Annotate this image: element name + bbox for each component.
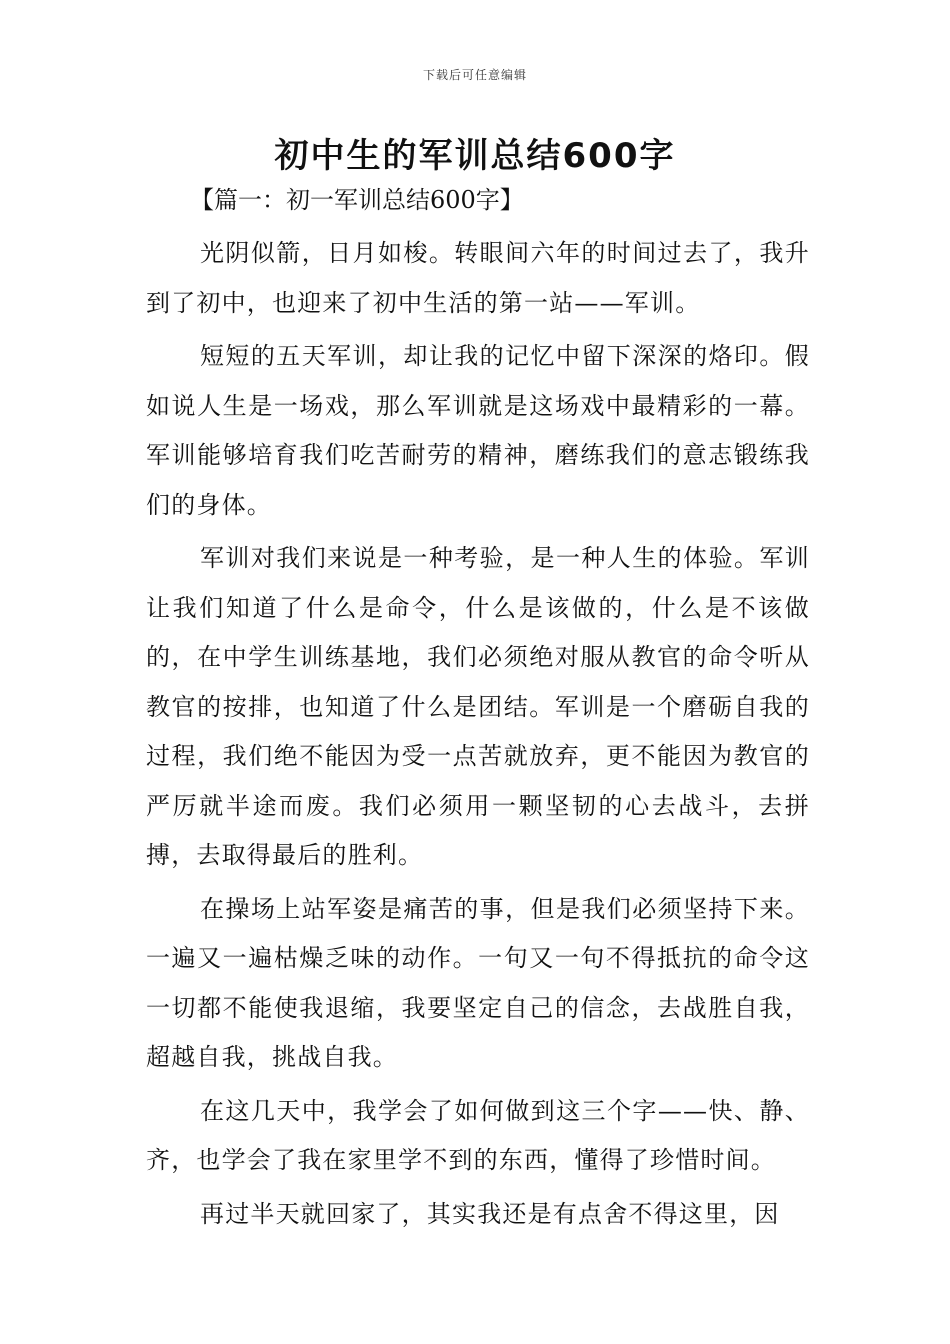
paragraph-6: 再过半天就回家了，其实我还是有点舍不得这里，因 [200, 1199, 780, 1228]
body-text [146, 229, 810, 1243]
page-title: 初中生的军训总结600字 [274, 136, 676, 176]
header-note: 下载后可任意编辑 [422, 68, 527, 82]
paragraph-1: 光阴似箭，日月如梭。转眼间六年的时间过去了，我升到了初中，也迎来了初中生活的第一站——军训。 [146, 239, 810, 317]
paragraph-2: 短短的五天军训，却让我的记忆中留下深深的烙印。假如说人生是一场戏，那么军训就是这场戏中最精彩的一幕。军训能够培育我们吃苦耐劳的精神，磨练我们的意志锻练我们的身体。 [146, 342, 810, 519]
paragraph-5: 在这几天中，我学会了如何做到这三个字——快、静、齐，也学会了我在家里学不到的东西，懂得了珍惜时间。 [146, 1096, 810, 1174]
paragraph-4: 在操场上站军姿是痛苦的事，但是我们必须坚持下来。一遍又一遍枯燥乏味的动作。一句又一句不得抵抗的命令这一切都不能使我退缩，我要坚定自己的信念，去战胜自我，超越自我，挑战自我。 [146, 894, 810, 1071]
paragraph-3: 军训对我们来说是一种考验，是一种人生的体验。军训让我们知道了什么是命令，什么是该做的，什么是不该做的，在中学生训练基地，我们必须绝对服从教官的命令听从教官的按排，也知道了什么是团结。军训是一个磨砺自我的过程，我们绝不能因为受一点苦就放弃，更不能因为教官的严厉就半途而废。我们必须用一颗坚韧的心去战斗，去拼搏，去取得最后的胜利。 [146, 544, 810, 869]
section-heading: 【篇一：初一军训总结600字】 [190, 186, 524, 214]
